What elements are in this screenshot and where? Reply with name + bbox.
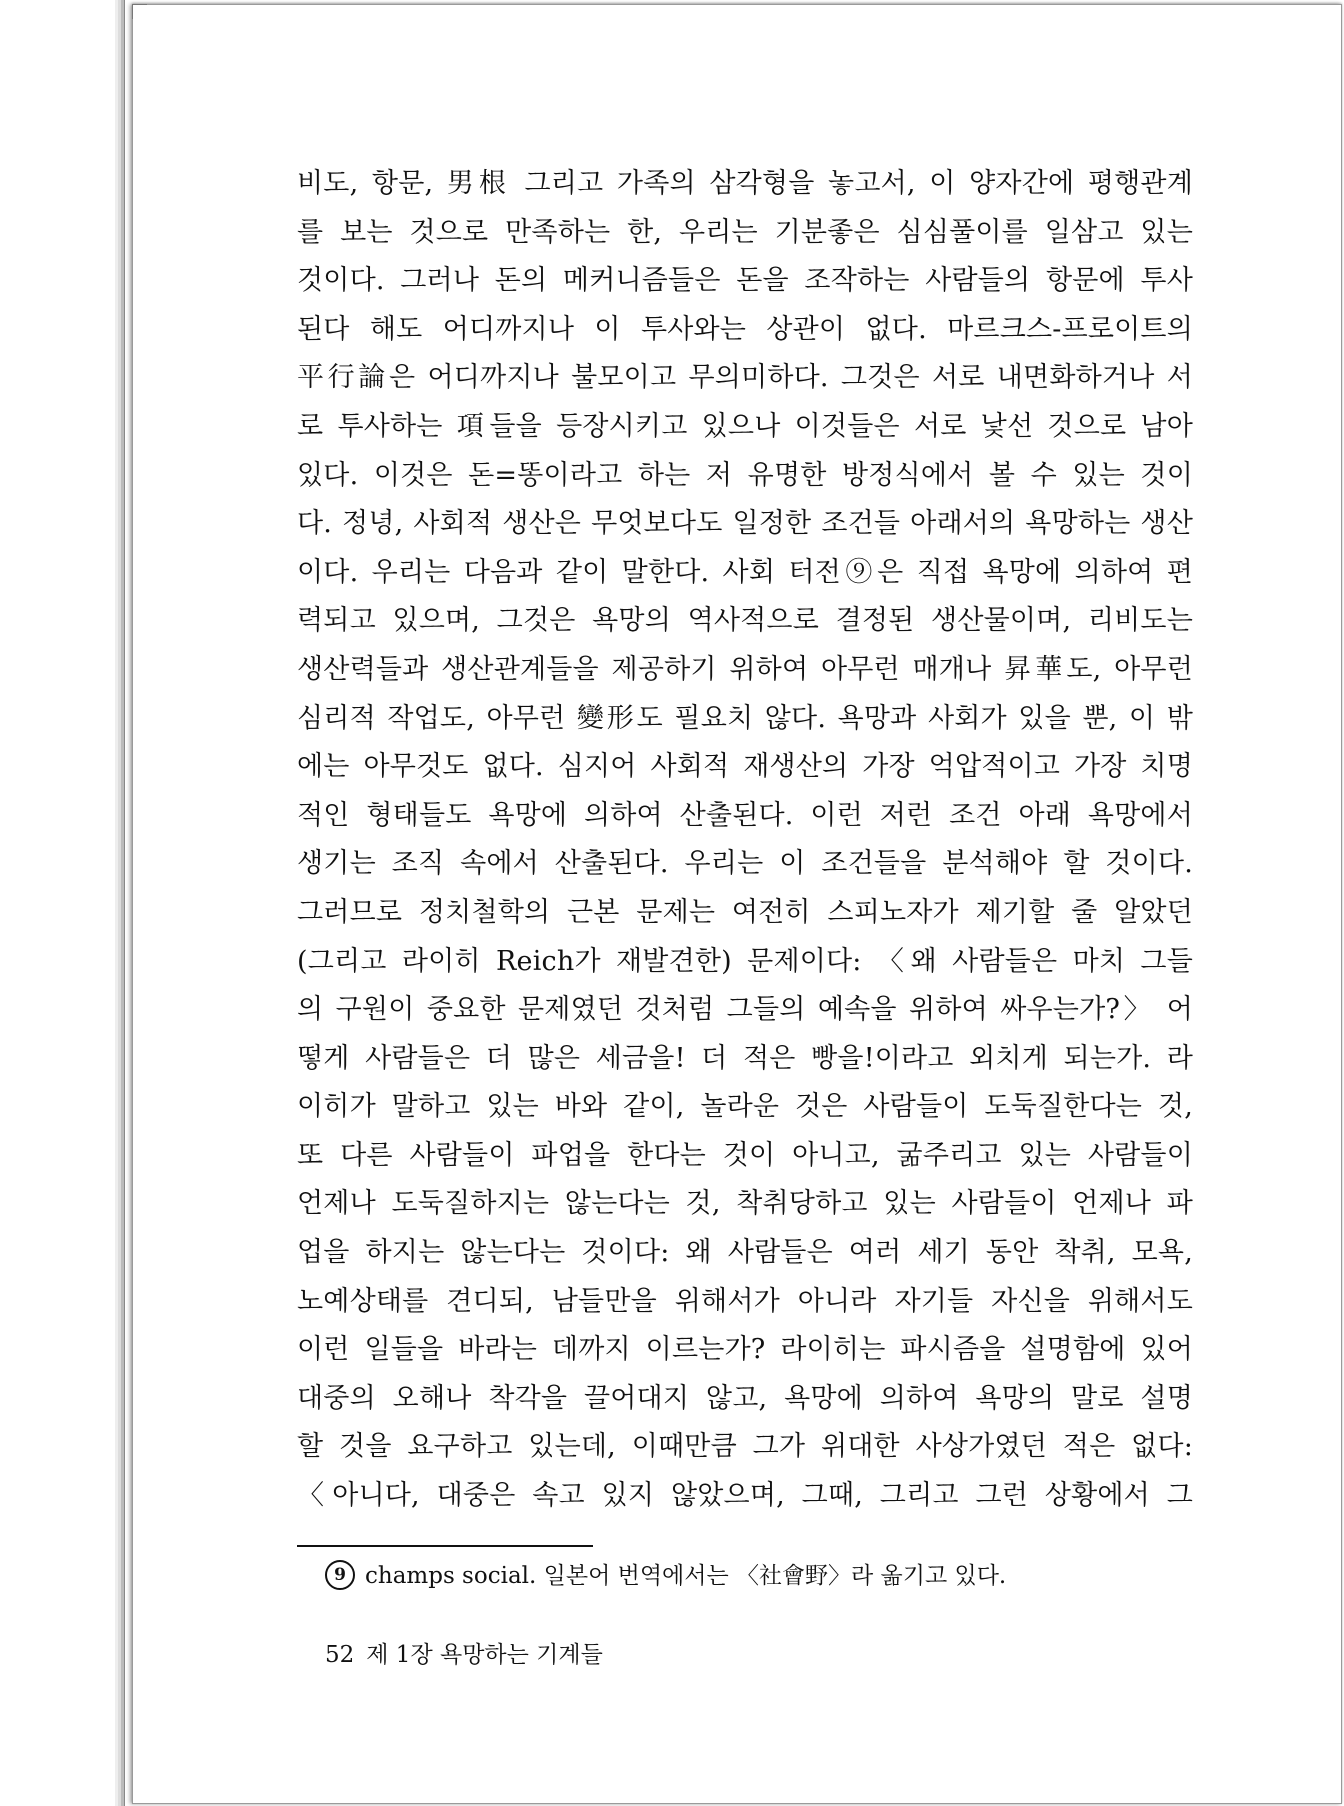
text-line: 로 투사하는 項들을 등장시키고 있으나 이것들은 서로 낯선 것으로 남아 [297,410,1193,442]
footnote [325,1556,1006,1596]
footnote-text: champs social. 일본어 번역에서는 〈社會野〉라 옮기고 있다. [365,1563,1007,1589]
text-line: 그러므로 정치철학의 근본 문제는 여전히 스피노자가 제기할 줄 알았던 [297,896,1193,928]
text-line: 력되고 있으며, 그것은 욕망의 역사적으로 결정된 생산물이며, 리비도는 [297,605,1193,637]
text-line: 생기는 조직 속에서 산출된다. 우리는 이 조건들을 분석해야 할 것이다. [297,848,1193,880]
text-line: 떻게 사람들은 더 많은 세금을! 더 적은 빵을!이라고 외치게 되는가. 라 [297,1042,1193,1074]
text-line: 할 것을 요구하고 있는데, 이때만큼 그가 위대한 사상가였던 적은 없다: [297,1431,1193,1463]
text-line: 대중의 오해나 착각을 끌어대지 않고, 욕망에 의하여 욕망의 말로 설명 [297,1382,1193,1414]
page-corner [132,4,147,19]
text-line: 비도, 항문, 男根 그리고 가족의 삼각형을 놓고서, 이 양자간에 평행관계 [297,168,1193,199]
running-footer [325,1637,603,1673]
text-line: (그리고 라이히 Reich가 재발견한) 문제이다: 〈왜 사람들은 마치 그들 [297,945,1193,977]
text-line: 언제나 도둑질하지는 않는다는 것, 착취당하고 있는 사람들이 언제나 파 [297,1188,1193,1220]
text-line: 것이다. 그러나 돈의 메커니즘들은 돈을 조작하는 사람들의 항문에 투사 [297,265,1193,297]
text-line: 다. 정녕, 사회적 생산은 무엇보다도 일정한 조건들 아래서의 욕망하는 생산 [297,508,1193,540]
text-line: 에는 아무것도 없다. 심지어 사회적 재생산의 가장 억압적이고 가장 치명 [297,751,1193,783]
text-line: 생산력들과 생산관계들을 제공하기 위하여 아무런 매개나 昇華도, 아무런 [297,653,1193,685]
text-line: 平行論은 어디까지나 불모이고 무의미하다. 그것은 서로 내면화하거나 서 [297,362,1193,394]
text-line: 이런 일들을 바라는 데까지 이르는가? 라이히는 파시즘을 설명함에 있어 [297,1334,1193,1366]
text-line: 〈아니다, 대중은 속고 있지 않았으며, 그때, 그리고 그런 상황에서 그 [297,1480,1193,1512]
text-line: 이다. 우리는 다음과 같이 말한다. 사회 터전⑨은 직접 욕망에 의하여 편 [297,556,1193,588]
footnote-divider [297,1545,593,1547]
text-line: 업을 하지는 않는다는 것이다: 왜 사람들은 여러 세기 동안 착취, 모욕, [297,1237,1193,1269]
text-line: 의 구원이 중요한 문제였던 것처럼 그들의 예속을 위하여 싸우는가?〉 어 [297,994,1193,1026]
footnote-marker: 9 [325,1560,355,1590]
text-line: 있다. 이것은 돈=똥이라고 하는 저 유명한 방정식에서 볼 수 있는 것이 [297,459,1193,491]
text-line: 또 다른 사람들이 파업을 한다는 것이 아니고, 굶주리고 있는 사람들이 [297,1139,1193,1171]
chapter-title: 제 1장 욕망하는 기계들 [366,1642,603,1668]
text-line: 이히가 말하고 있는 바와 같이, 놀라운 것은 사람들이 도둑질한다는 것, [297,1091,1193,1123]
body-text [297,160,1193,1521]
text-line: 를 보는 것으로 만족하는 한, 우리는 기분좋은 심심풀이를 일삼고 있는 [297,216,1193,248]
text-line: 심리적 작업도, 아무런 變形도 필요치 않다. 욕망과 사회가 있을 뿐, 이 밖 [297,702,1193,734]
text-line: 적인 형태들도 욕망에 의하여 산출된다. 이런 저런 조건 아래 욕망에서 [297,799,1193,831]
text-line: 노예상태를 견디되, 남들만을 위해서가 아니라 자기들 자신을 위해서도 [297,1285,1193,1317]
text-line: 된다 해도 어디까지나 이 투사와는 상관이 없다. 마르크스-프로이트의 [297,313,1193,345]
page-number: 52 [325,1642,355,1668]
